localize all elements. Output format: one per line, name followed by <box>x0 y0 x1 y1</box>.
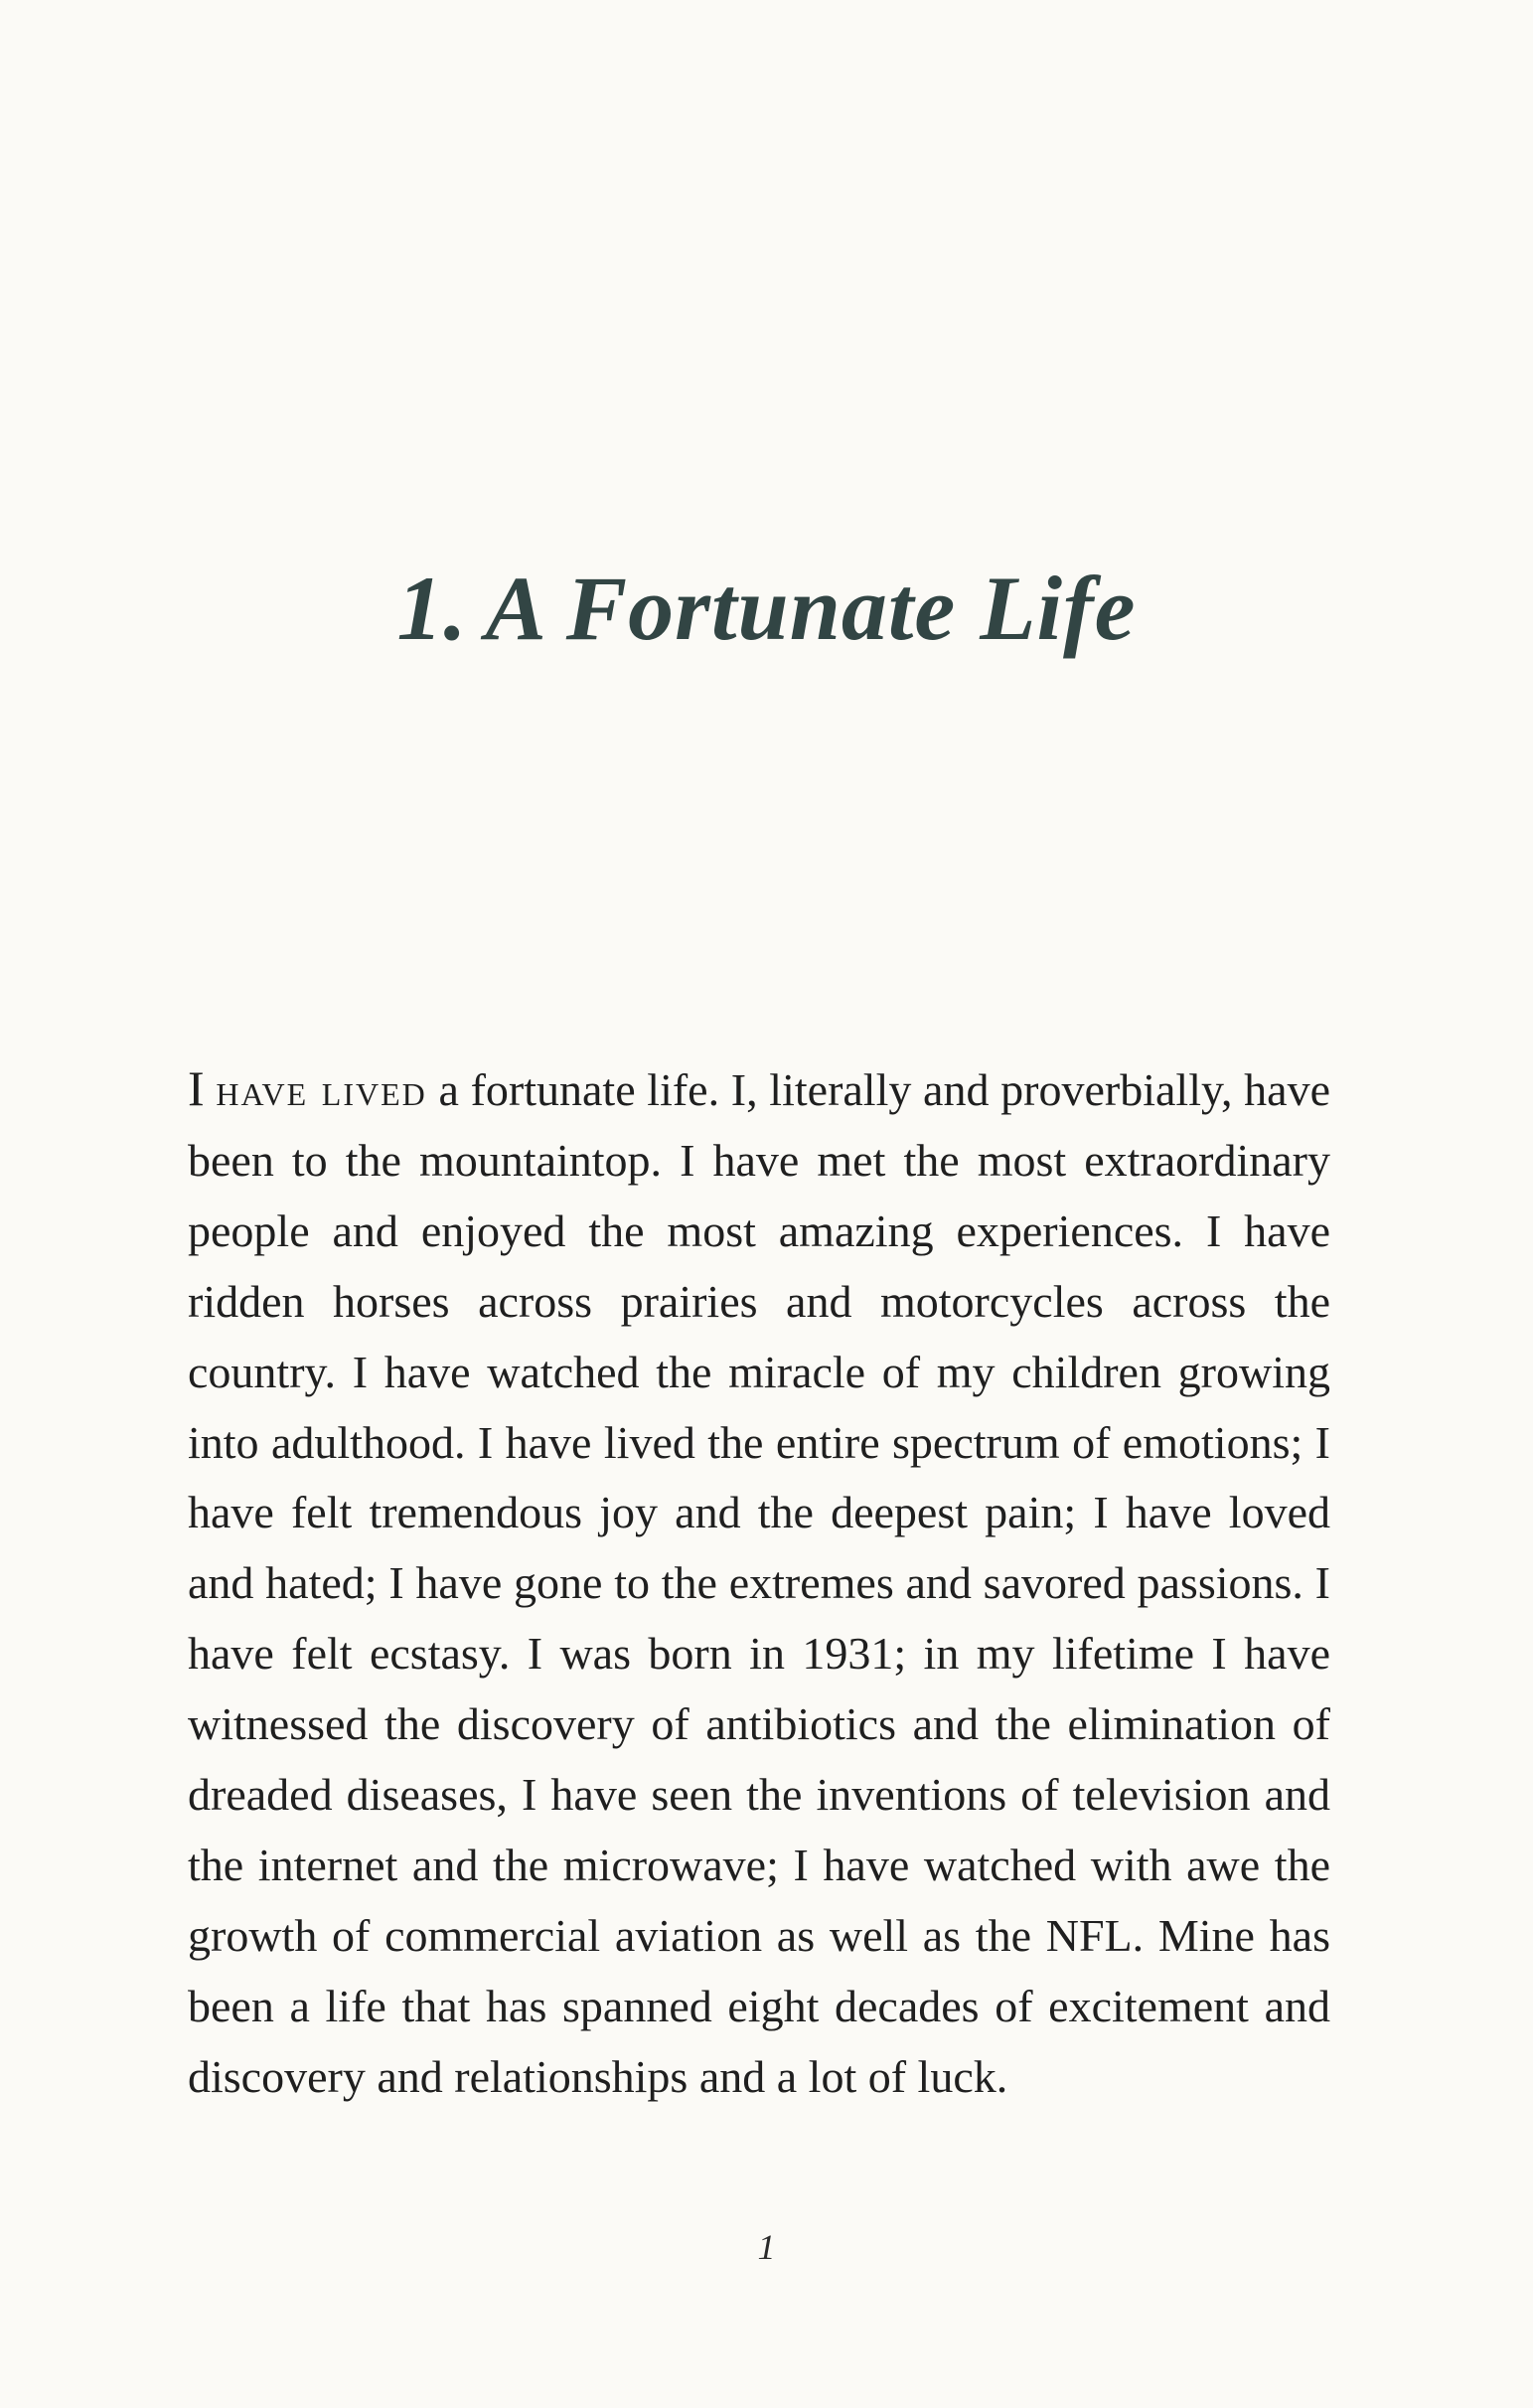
lead-smallcaps: have lived <box>216 1064 427 1115</box>
page-number: 1 <box>757 2227 776 2267</box>
lead-initial: I <box>188 1060 205 1116</box>
chapter-number: 1. <box>396 557 468 659</box>
chapter-title <box>0 559 1533 659</box>
chapter-opening-paragraph <box>188 1053 1330 2113</box>
paragraph-text: a fortunate life. I, literally and proverbially, have been to the mountaintop. I have met the most extraordinary people and enjoyed the most amazing experiences. I have ridden horses across prairies and motorcycles across the country. I have watched the miracle of my children growing into adulthood. I have lived the entire spectrum of emotions; I have felt tremendous joy and the deepest pain; I have loved and hated; I have gone to the extremes and savored passions. I have felt ecstasy. I was born in 1931; in my lifetime I have witnessed the discovery of antibiotics and the elimination of dreaded diseases, I have seen the inventions of television and the internet and the microwave; I have watched with awe the growth of commercial aviation as well as the NFL. Mine has been a life that has spanned eight decades of excitement and discovery and relationships and a lot of luck. <box>188 1064 1331 2102</box>
chapter-title-text: A Fortunate Life <box>485 557 1137 659</box>
